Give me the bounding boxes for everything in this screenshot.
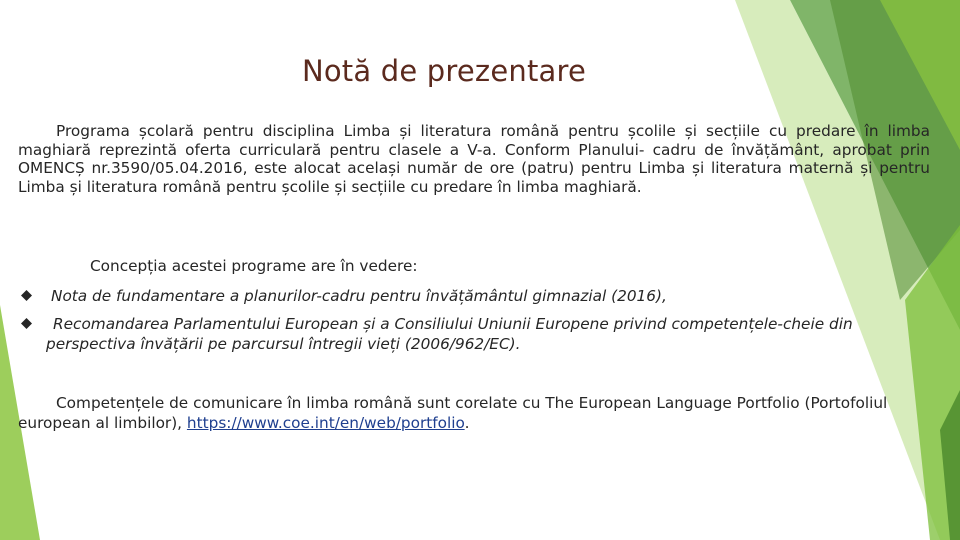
competences-paragraph <box>18 393 930 433</box>
portfolio-link[interactable]: https://www.coe.int/en/web/portfolio <box>186 414 465 432</box>
bullet-text: Nota de fundamentare a planurilor-cadru pentru învățământul gimnazial (2016), <box>51 287 667 305</box>
intro-paragraph: Programa școlară pentru disciplina Limba și literatura română pentru școlile și secțiile cu predare în limba maghiară reprezintă oferta curriculară pentru clasele a V-a. Conform Planului- cadru de învățământ, aprobat prin OMENCȘ nr.3590/05.04.2016, este alocat același număr de ore (patru) pentru Limba și literatura maternă și pentru Limba și literatura română pentru școlile și secțiile cu predare în limba maghiară. <box>18 122 930 196</box>
slide-title: Notă de prezentare <box>301 54 587 88</box>
list-item <box>18 286 928 306</box>
diamond-bullet-icon <box>21 290 32 301</box>
bullet-text: Recomandarea Parlamentului European și a Consiliului Uniunii Europene privind competențele-cheie din perspectiva învățării pe parcursul întregii vieți (2006/962/EC). <box>46 315 853 353</box>
competences-text: Competențele de comunicare în limba română sunt corelate cu The European Language Portfolio (Portofoliul european al limbilor), <box>18 394 888 432</box>
competences-end: . <box>464 414 470 432</box>
concept-heading: Concepția acestei programe are în vedere: <box>90 257 418 275</box>
concept-bullet-list <box>18 286 928 362</box>
diamond-bullet-icon <box>21 318 32 329</box>
list-item <box>18 314 928 354</box>
